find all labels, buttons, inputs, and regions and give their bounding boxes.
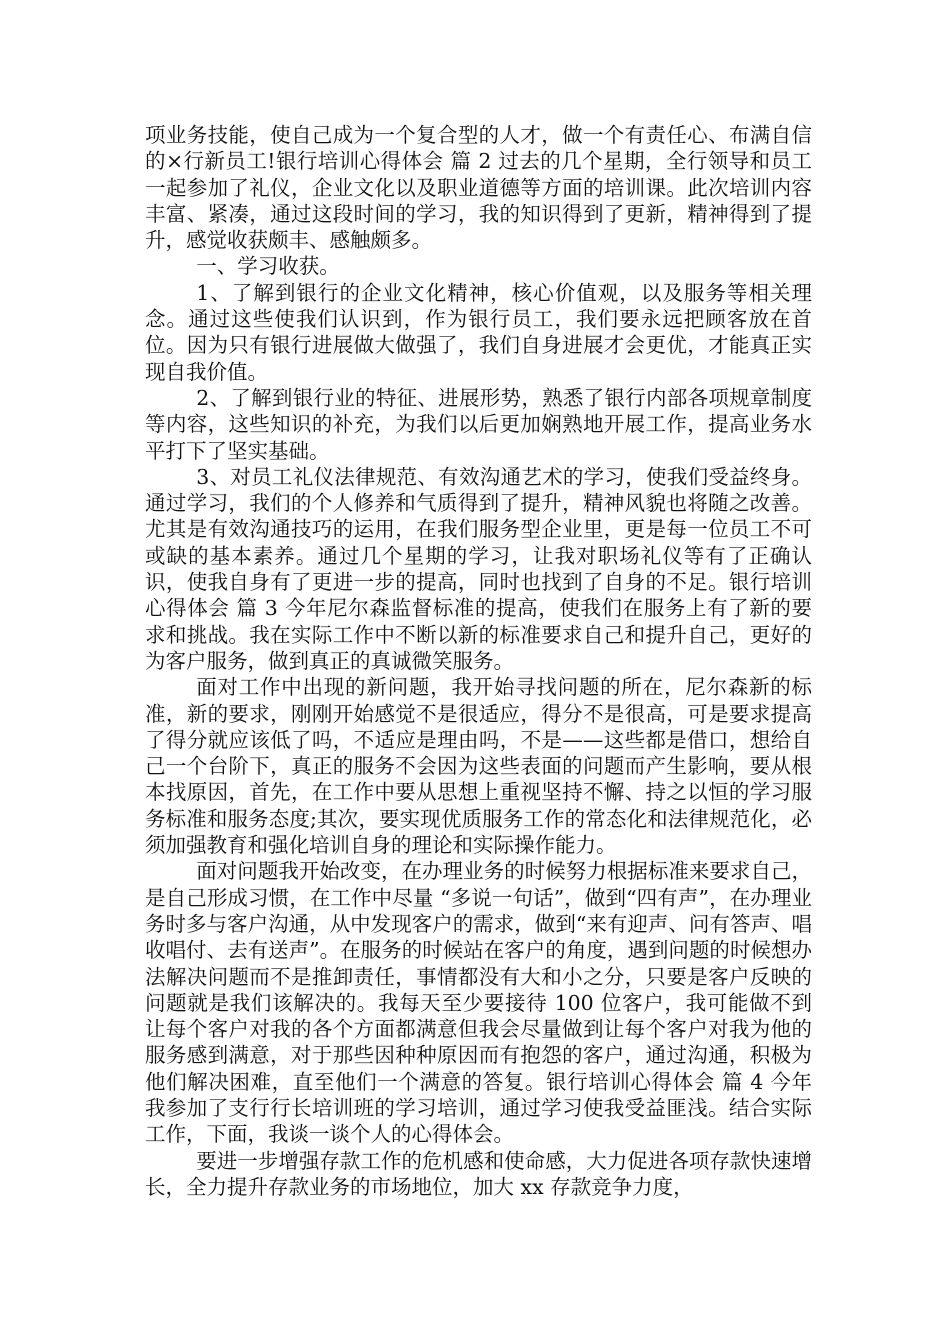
paragraph: 项业务技能，使自己成为一个复合型的人才，做一个有责任心、布满自信的×行新员工!银行培训心得体会 篇 2 过去的几个星期，全行领导和员工一起参加了礼仪，企业文化以及职业道德等方面的培训课。此次培训内容丰富、紧凑，通过这段时间的学习，我的知识得到了更新，精神得到了提升，感觉收获颇丰、感触颇多。 [145, 123, 812, 253]
paragraph: 2、了解到银行业的特征、进展形势，熟悉了银行内部各项规章制度等内容，这些知识的补充，为我们以后更加娴熟地开展工作，提高业务水平打下了坚实基础。 [145, 385, 812, 463]
paragraph: 面对问题我开始改变，在办理业务的时候努力根据标准来要求自己，是自己形成习惯，在工作中尽量 “多说一句话”，做到“四有声”，在办理业务时多与客户沟通，从中发现客户的需求，做到“来有迎声、问有答声、唱收唱付、去有送声”。在服务的时候站在客户的角度，遇到问题的时候想办法解决问题而不是推卸责任，事情都没有大和小之分，只要是客户反映的问题就是我们该解决的。我每天至少要接待 100 位客户，我可能做不到让每个客户对我的各个方面都满意但我会尽量做到让每个客户对我为他的服务感到满意，对于那些因种种原因而有抱怨的客户，通过沟通，积极为他们解决困难，直至他们一个满意的答复。银行培训心得体会 篇 4 今年我参加了支行行长培训班的学习培训，通过学习使我受益匪浅。结合实际工作，下面，我谈一谈个人的心得体会。 [145, 859, 812, 1147]
section-heading: 一、学习收获。 [196, 254, 340, 279]
document-body [145, 122, 812, 1200]
paragraph: 3、对员工礼仪法律规范、有效沟通艺术的学习，使我们受益终身。通过学习，我们的个人修养和气质得到了提升，精神风貌也将随之改善。尤其是有效沟通技巧的运用，在我们服务型企业里，更是每一位员工不可或缺的基本素养。通过几个星期的学习，让我对职场礼仪等有了正确认识，使我自身有了更进一步的提高，同时也找到了自身的不足。银行培训心得体会 篇 3 今年尼尔森监督标准的提高，使我们在服务上有了新的要求和挑战。我在实际工作中不断以新的标准要求自己和提升自己，更好的为客户服务，做到真正的真诚微笑服务。 [145, 464, 812, 673]
paragraph: 1、了解到银行的企业文化精神，核心价值观，以及服务等相关理念。通过这些使我们认识到，作为银行员工，我们要永远把顾客放在首位。因为只有银行进展做大做强了，我们自身进展才会更优，才能真正实现自我价值。 [145, 280, 812, 384]
paragraph: 要进一步增强存款工作的危机感和使命感，大力促进各项存款快速增长，全力提升存款业务的市场地位，加大 xx 存款竞争力度， [145, 1148, 812, 1199]
paragraph: 面对工作中出现的新问题，我开始寻找问题的所在，尼尔森新的标准，新的要求，刚刚开始感觉不是很适应，得分不是很高，可是要求提高了得分就应该低了吗，不适应是理由吗，不是——这些都是借口，想给自己一个台阶下，真正的服务不会因为这些表面的问题而产生影响，要从根本找原因，首先，在工作中要从思想上重视坚持不懈、持之以恒的学习服务标准和服务态度;其次，要实现优质服务工作的常态化和法律规范化，必须加强教育和强化培训自身的理论和实际操作能力。 [145, 675, 812, 858]
